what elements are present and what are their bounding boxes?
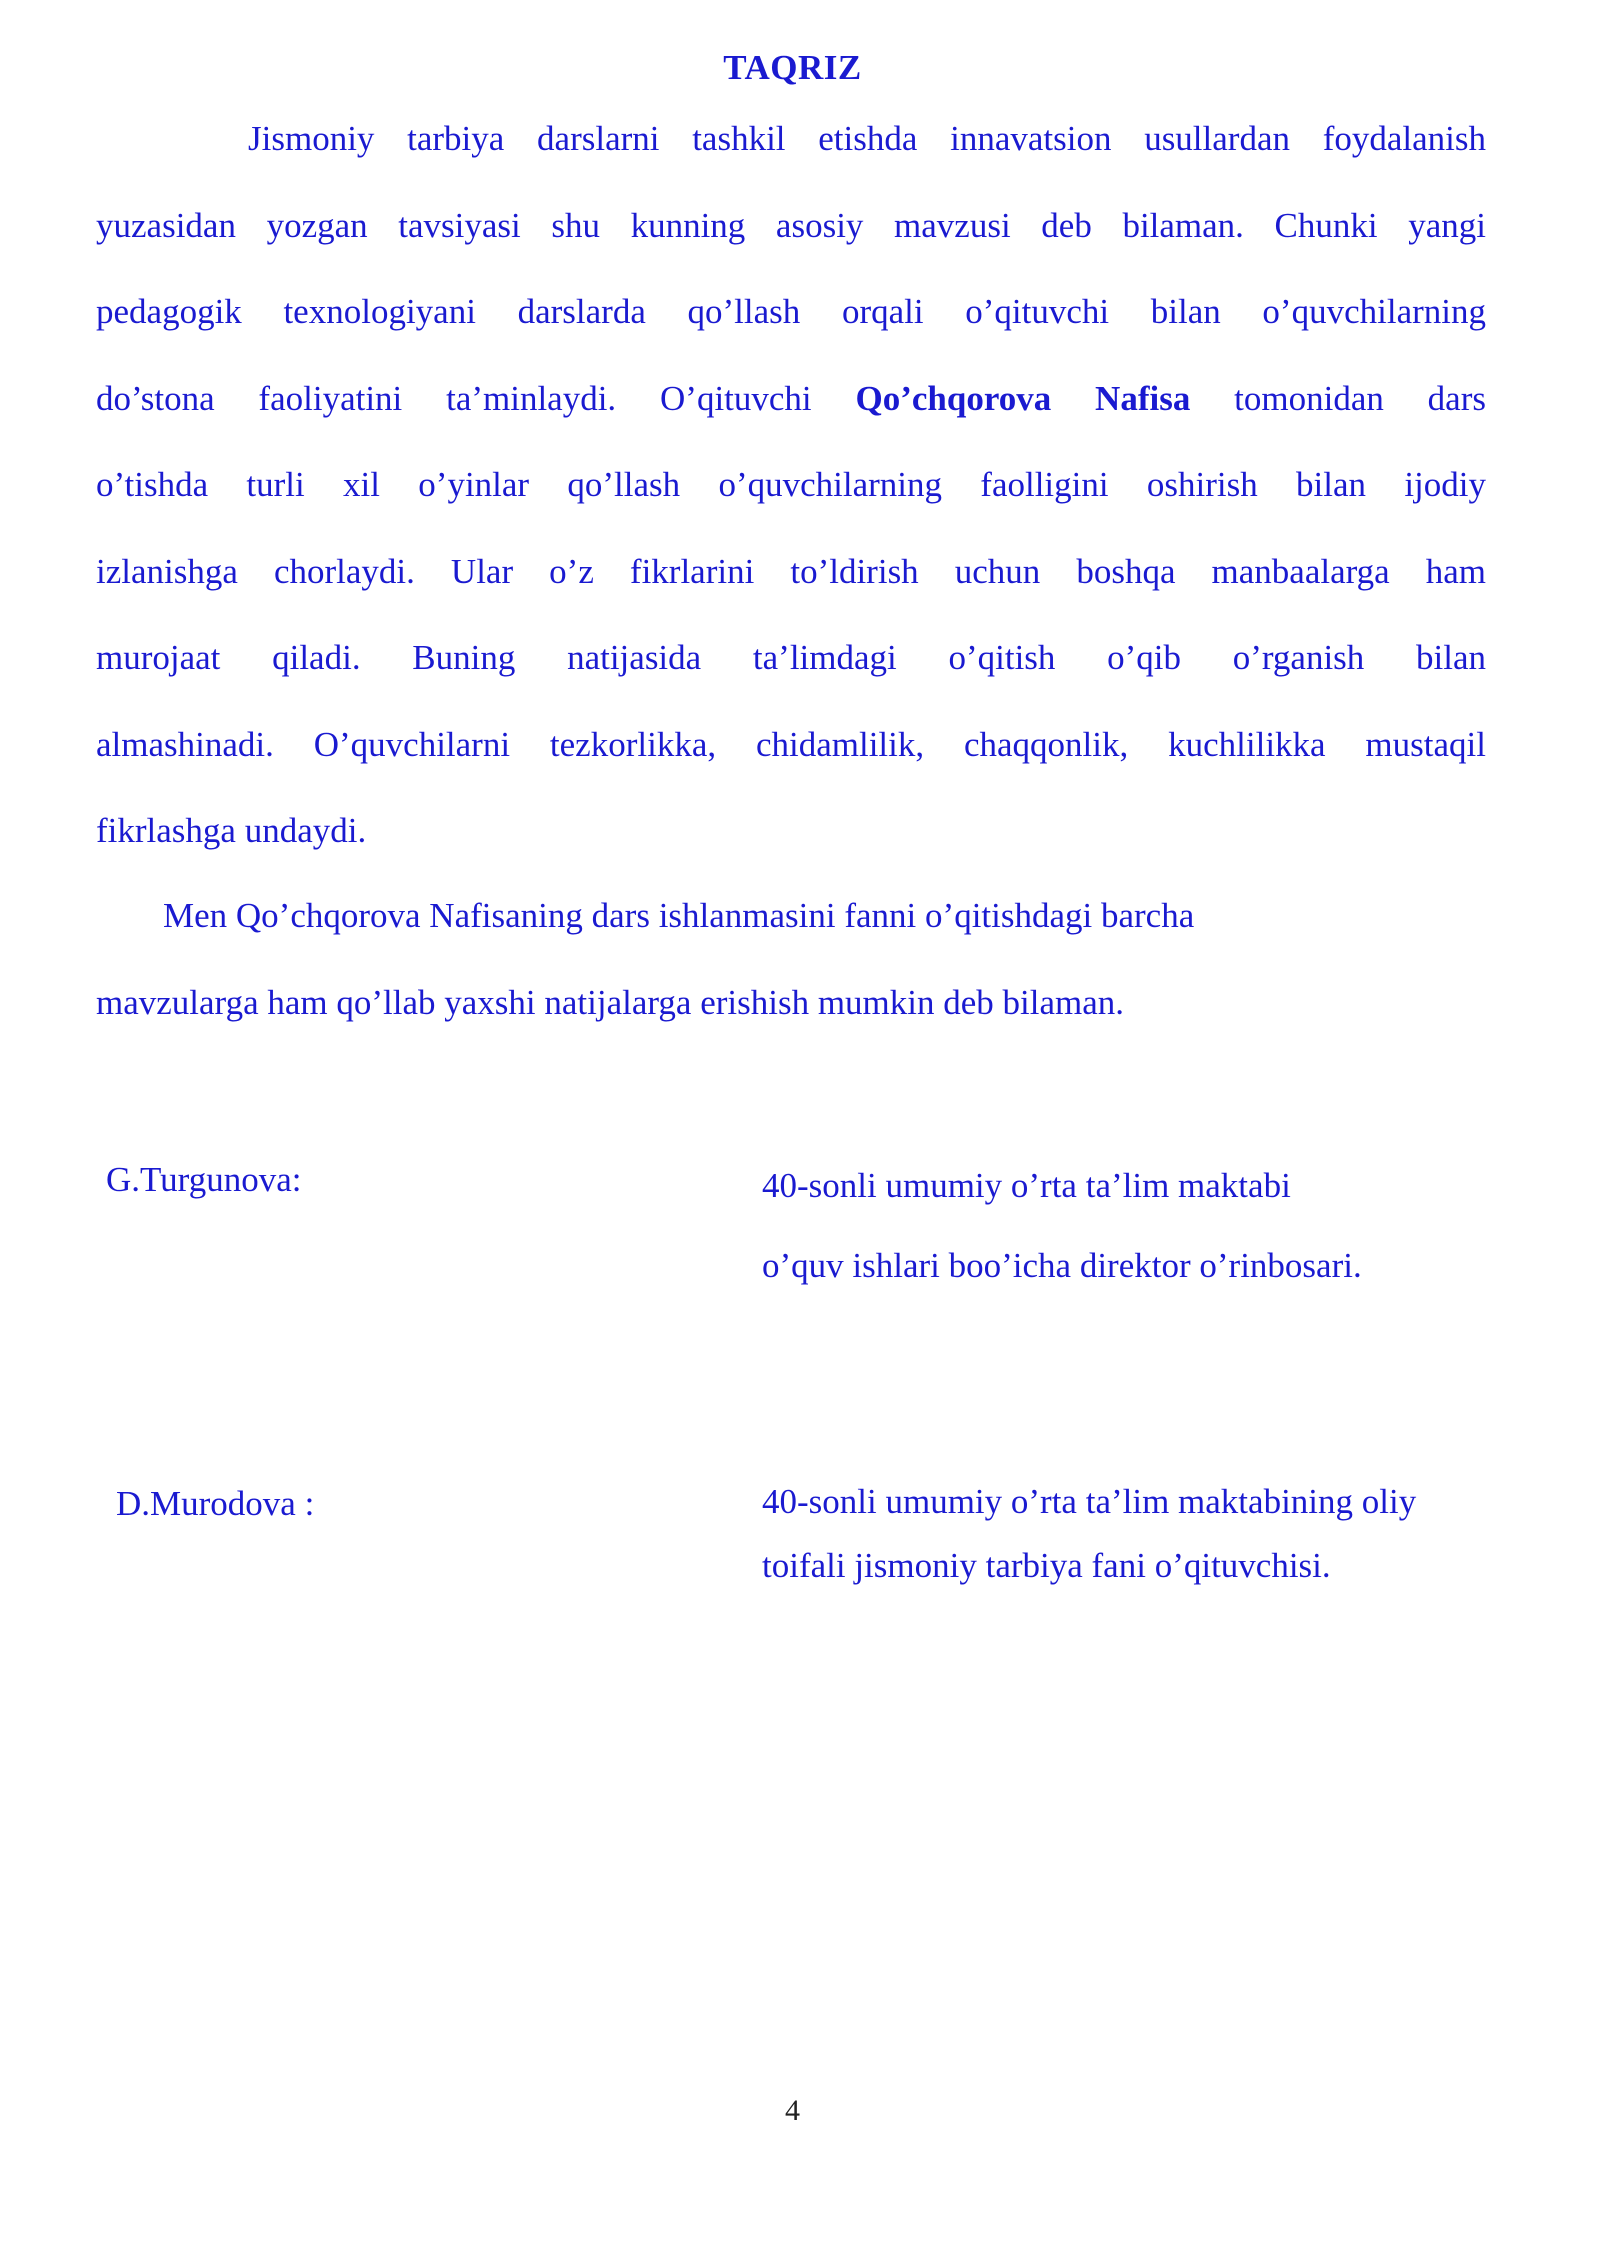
paragraph-line: o’tishda turli xil o’yinlar qo’llash o’quvchilarning faolligini oshirish bilan ijodiy [96,465,1486,504]
paragraph-review-body [96,96,1486,875]
paragraph-line: mavzularga ham qo’llab yaxshi natijalarga erishish mumkin deb bilaman. [96,982,1125,1022]
paragraph-line: almashinadi. O’quvchilarni tezkorlikka, chidamlilik, chaqqonlik, kuchlilikka mustaqil [96,724,1486,764]
paragraph-line [96,356,1486,443]
role-line: 40-sonli umumiy o’rta ta’lim maktabining oliy [762,1482,1417,1521]
paragraph-line: pedagogik texnologiyani darslarda qo’llash orqali o’qituvchi bilan o’quvchilarning [96,292,1486,331]
signatory-name: D.Murodova : [116,1484,315,1523]
paragraph-line: Jismoniy tarbiya darslarni tashkil etishda innavatsion usullardan foydalanish [248,119,1486,158]
page-number: 4 [785,2094,800,2127]
paragraph-line: Men Qo’chqorova Nafisaning dars ishlanmasini fanni o’qitishdagi barcha [163,896,1195,935]
paragraph-conclusion [96,873,1486,1046]
signatory-name: G.Turgunova: [106,1160,302,1199]
document-title: TAQRIZ [723,48,862,87]
role-line: toifali jismoniy tarbiya fani o’qituvchisi. [762,1546,1331,1585]
paragraph-line: fikrlashga undaydi. [96,811,367,850]
line-text: tomonidan dars [1190,378,1486,418]
paragraph-line: yuzasidan yozgan tavsiyasi shu kunning asosiy mavzusi deb bilaman. Chunki yangi [96,205,1486,245]
teacher-name-bold: Qo’chqorova Nafisa [855,378,1191,418]
role-line: 40-sonli umumiy o’rta ta’lim maktabi [762,1166,1291,1205]
paragraph-line: murojaat qiladi. Buning natijasida ta’limdagi o’qitish o’qib o’rganish bilan [96,638,1486,677]
line-text: do’stona faoliyatini ta’minlaydi. O’qituvchi [96,378,856,418]
signatory-role [762,1470,1416,1598]
paragraph-line: izlanishga chorlaydi. Ular o’z fikrlarini to’ldirish uchun boshqa manbaalarga ham [96,551,1486,591]
signatory-role [762,1146,1362,1306]
role-line: o’quv ishlari boo’icha direktor o’rinbosari. [762,1246,1362,1285]
